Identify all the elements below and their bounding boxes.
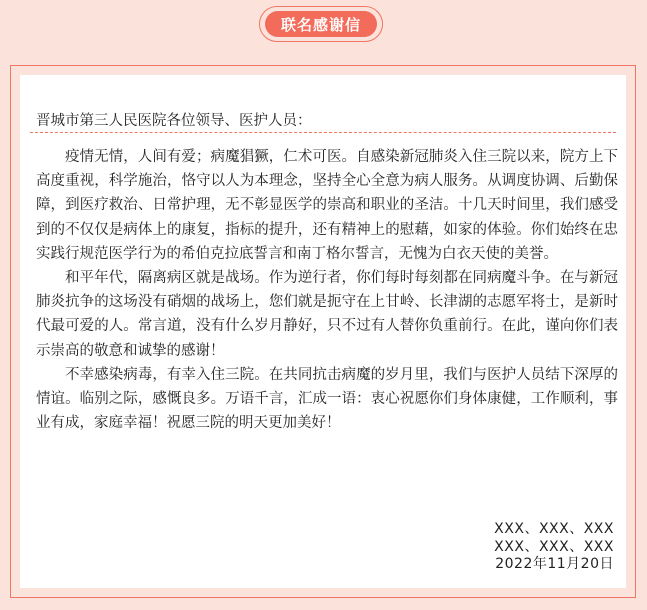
dashed-divider (30, 132, 616, 133)
letter-paragraph: 和平年代，隔离病区就是战场。作为逆行者，你们每时每刻都在同病魔斗争。在与新冠肺炎抗争的这场没有硝烟的战场上，您们就是扼守在上甘岭、长津湖的志愿军将士，是新时代最可爱的人。常言道，没有什么岁月静好，只不过有人替你负重前行。在此，谨向你们表示崇高的敬意和诚挚的感谢！ (36, 270, 618, 359)
letter-paragraph: 疫情无情，人间有爱；病魔猖獗，仁术可医。自感染新冠肺炎入住三院以来，院方上下高度重视，科学施治，恪守以人为本理念，坚持全心全意为病人服务。从调度协调、后勤保障，到医疗救治、日常护理，无不彰显医学的崇高和职业的圣洁。十几天时间里，我们感受到的不仅仅是病体上的康复，指标的提升，还有精神上的慰藉，如家的体验。你们始终在忠实践行规范医学行为的希伯克拉底誓言和南丁格尔誓言，无愧为白衣天使的美誉。 (36, 149, 618, 262)
letter-date: 2022年11月20日 (495, 556, 614, 572)
letter-salutation: 晋城市第三人民医院各位领导、医护人员： (36, 113, 312, 129)
title-badge-outline (259, 6, 383, 42)
signature-names: XXX、XXX、XXX (494, 521, 614, 537)
signature-block (494, 521, 614, 574)
letter-card (20, 75, 626, 588)
signature-names: XXX、XXX、XXX (494, 538, 614, 555)
letter-paragraph: 不幸感染病毒，有幸入住三院。在共同抗击病魔的岁月里，我们与医护人员结下深厚的情谊。临别之际，感慨良多。万语千言，汇成一语：衷心祝愿你们身体康健，工作顺利，事业有成，家庭幸福！祝愿三院的明天更加美好！ (36, 366, 618, 432)
letter-body (36, 145, 618, 435)
page-title: 联名感谢信 (265, 11, 377, 37)
